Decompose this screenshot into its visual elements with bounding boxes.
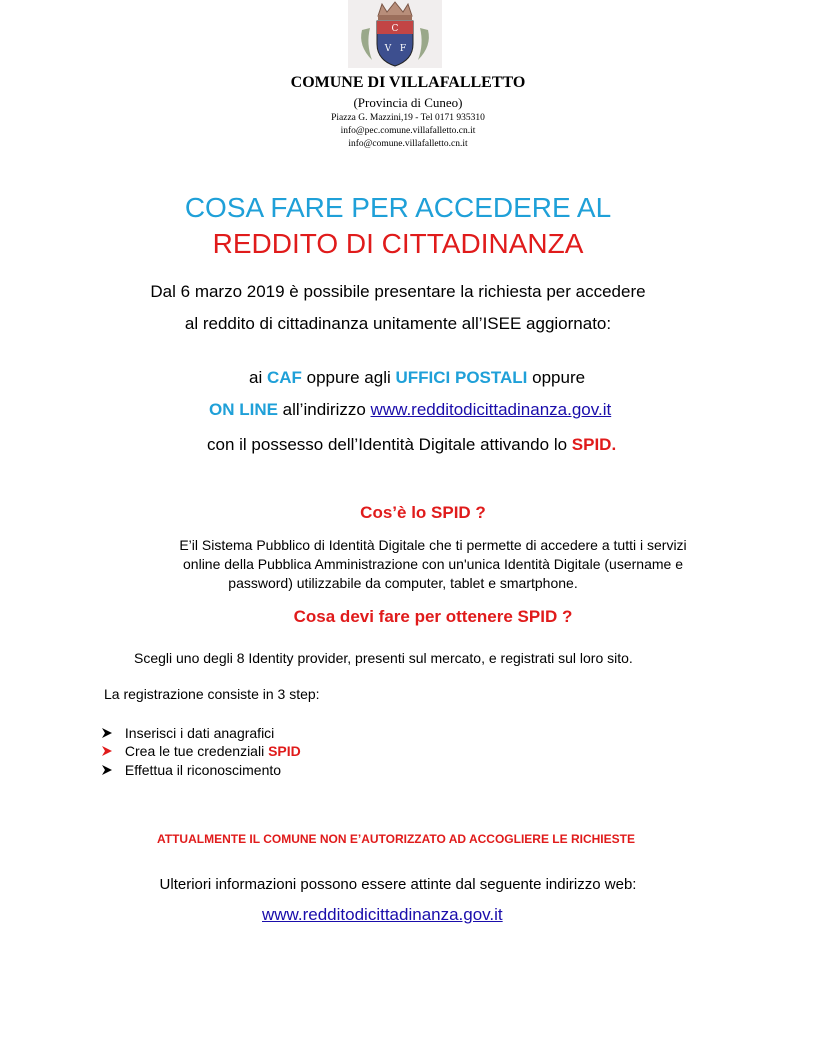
uffici-postali-label: UFFICI POSTALI bbox=[395, 368, 528, 387]
channels-oppure-text: oppure bbox=[527, 368, 586, 387]
provincia: (Provincia di Cuneo) bbox=[353, 95, 463, 110]
title-line-1: COSA FARE PER ACCEDERE AL bbox=[184, 192, 612, 223]
steps-intro: La registrazione consiste in 3 step: bbox=[104, 686, 320, 702]
channels-oppure-agli-text: oppure agli bbox=[301, 368, 396, 387]
spid-line-text: con il possesso dell’Identità Digitale attivando lo bbox=[207, 435, 572, 454]
step-1-text: Inserisci i dati anagrafici bbox=[124, 725, 275, 741]
title-line-2: REDDITO DI CITTADINANZA bbox=[212, 228, 584, 259]
spid-heading: Cos’è lo SPID ? bbox=[360, 503, 486, 522]
footer-info: Ulteriori informazioni possono essere attinte dal seguente indirizzo web: bbox=[159, 876, 637, 893]
svg-text:C: C bbox=[391, 24, 399, 34]
intro-line-1: Dal 6 marzo 2019 è possibile presentare la richiesta per accedere bbox=[150, 282, 646, 301]
arrow-bullet-icon bbox=[101, 745, 113, 757]
spid-desc-3: password) utilizzabile da computer, tablet e smartphone. bbox=[228, 575, 578, 591]
spid-label: SPID. bbox=[571, 435, 617, 454]
svg-text:V: V bbox=[384, 44, 392, 54]
online-label: ON LINE bbox=[209, 400, 278, 419]
address: Piazza G. Mazzini,19 - Tel 0171 935310 bbox=[331, 113, 485, 123]
footer-website-link[interactable]: www.redditodicittadinanza.gov.it bbox=[262, 905, 503, 924]
website-link[interactable]: www.redditodicittadinanza.gov.it bbox=[370, 400, 612, 419]
choose-provider-text: Scegli uno degli 8 Identity provider, presenti sul mercato, e registrati sul loro sito. bbox=[134, 650, 633, 666]
notice: ATTUALMENTE IL COMUNE NON E’AUTORIZZATO AD ACCOGLIERE LE RICHIESTE bbox=[156, 832, 635, 846]
arrow-bullet-icon bbox=[101, 764, 113, 776]
step-2-spid: SPID bbox=[268, 743, 301, 759]
list-item bbox=[101, 725, 274, 741]
coat-of-arms-logo bbox=[348, 0, 442, 68]
comune-name: COMUNE DI VILLAFALLETTO bbox=[290, 74, 526, 91]
caf-label: CAF bbox=[266, 368, 302, 387]
list-item bbox=[101, 743, 301, 759]
email: info@comune.villafalletto.cn.it bbox=[348, 139, 468, 149]
spid-desc-2: online della Pubblica Amministrazione con un'unica Identità Digitale (username e bbox=[183, 556, 683, 572]
channels-ai-text: ai bbox=[249, 368, 267, 387]
list-item bbox=[101, 762, 281, 778]
spid-desc-1: E’il Sistema Pubblico di Identità Digitale che ti permette di accedere a tutti i servizi bbox=[179, 537, 687, 553]
channels-address-text: all’indirizzo bbox=[277, 400, 371, 419]
pec-email: info@pec.comune.villafalletto.cn.it bbox=[340, 126, 476, 136]
channels-line-2 bbox=[209, 400, 611, 420]
channels-line-1 bbox=[249, 368, 585, 388]
spid-heading-2: Cosa devi fare per ottenere SPID ? bbox=[293, 607, 573, 626]
step-3-text: Effettua il riconoscimento bbox=[124, 762, 282, 778]
svg-text:F: F bbox=[399, 44, 407, 54]
intro-line-2: al reddito di cittadinanza unitamente all’ISEE aggiornato: bbox=[184, 314, 612, 333]
channels-line-3 bbox=[207, 435, 616, 455]
arrow-bullet-icon bbox=[101, 727, 113, 739]
step-2-text: Crea le tue credenziali bbox=[124, 743, 269, 759]
